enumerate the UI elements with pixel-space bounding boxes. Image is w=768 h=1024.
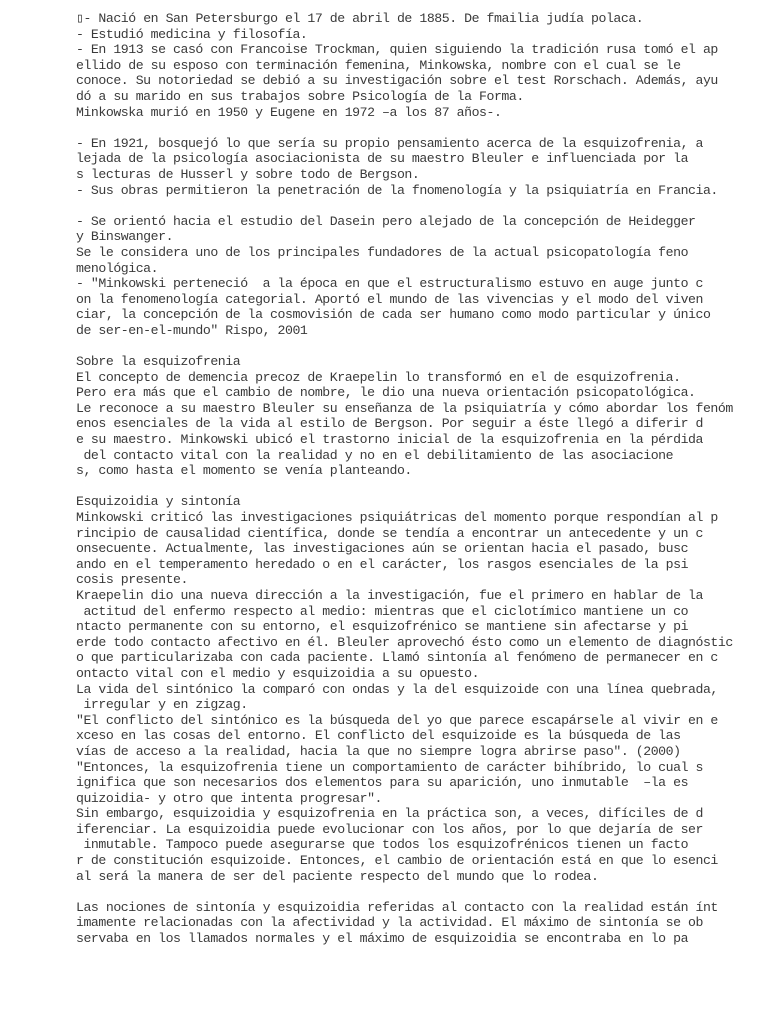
text-line: conoce. Su notoriedad se debió a su investigación sobre el test Rorschach. Además, ayu <box>76 73 718 89</box>
text-line: Sin embargo, esquizoidia y esquizofrenia en la práctica son, a veces, difíciles de d <box>76 806 703 822</box>
text-line: vías de acceso a la realidad, hacia la que no siempre logra abrirse paso". (2000) <box>76 743 681 759</box>
text-line: xceso en las cosas del entorno. El conflicto del esquizoide es la búsqueda de las <box>76 728 681 744</box>
text-line: inmutable. Tampoco puede asegurarse que todos los esquizofrénicos tienen un facto <box>76 837 689 853</box>
text-line: menológica. <box>76 260 159 276</box>
text-line: y Binswanger. <box>76 229 174 245</box>
text-line: s, como hasta el momento se venía planteando. <box>76 463 412 479</box>
text-line: Kraepelin dio una nueva dirección a la investigación, fue el primero en hablar de la <box>76 587 703 603</box>
schizophrenia-section <box>76 354 762 479</box>
text-line: r de constitución esquizoide. Entonces, el cambio de orientación está en que lo esenci <box>76 853 718 869</box>
text-line: "El conflicto del sintónico es la búsqueda del yo que parece escapársele al vivir en e <box>76 712 718 728</box>
text-line: El concepto de demencia precoz de Kraepelin lo transformó en el de esquizofrenia. <box>76 369 681 385</box>
text-line: al será la manera de ser del paciente respecto del mundo que lo rodea. <box>76 868 599 884</box>
text-line: Se le considera uno de los principales fundadores de la actual psicopatología feno <box>76 244 689 260</box>
text-line: - Se orientó hacia el estudio del Dasein pero alejado de la concepción de Heidegger <box>76 213 696 229</box>
text-line: quizoidia- y otro que intenta progresar". <box>76 790 383 806</box>
text-line: e su maestro. Minkowski ubicó el trastorno inicial de la esquizofrenia en la pérdida <box>76 432 703 448</box>
text-line: La vida del sintónico la comparó con ondas y la del esquizoide con una línea quebrada, <box>76 681 718 697</box>
text-line: ontacto vital con el medio y esquizoidia a su opuesto. <box>76 665 480 681</box>
text-line: Pero era más que el cambio de nombre, le dio una nueva orientación psicopatológica. <box>76 385 696 401</box>
syntony-notions-paragraph <box>76 900 762 947</box>
text-line: imamente relacionadas con la afectividad y la actividad. El máximo de sintonía se ob <box>76 915 703 931</box>
text-line: iferenciar. La esquizoidia puede evolucionar con los años, por lo que dejaría de ser <box>76 821 703 837</box>
schizoidia-syntony-section <box>76 494 762 884</box>
text-line: Minkowska murió en 1950 y Eugene en 1972 –a los 87 años-. <box>76 104 502 120</box>
text-line: o que particularizaba con cada paciente. Llamó sintonía al fenómeno de permanecer en c <box>76 650 718 666</box>
text-line: lejada de la psicología asociacionista de su maestro Bleuler e influenciada por la <box>76 151 689 167</box>
text-line: irregular y en zigzag. <box>76 697 248 713</box>
text-line: ▯- Nació en San Petersburgo el 17 de abril de 1885. De fmailia judía polaca. <box>76 11 644 26</box>
text-line: ntacto permanente con su entorno, el esquizofrénico se mantiene sin afectarse y pi <box>76 619 689 635</box>
text-line: - Estudió medicina y filosofía. <box>76 26 308 42</box>
text-line: de ser-en-el-mundo" Rispo, 2001 <box>76 322 308 338</box>
text-line: servaba en los llamados normales y el máximo de esquizoidia se encontraba en lo pa <box>76 931 689 947</box>
text-line: ellido de su esposo con terminación femenina, Minkowska, nombre con el cual se le <box>76 57 681 73</box>
text-line: del contacto vital con la realidad y no en el debilitamiento de las asociacione <box>76 447 674 463</box>
text-line: Esquizoidia y sintonía <box>76 494 241 510</box>
text-line: - Sus obras permitieron la penetración de la fnomenología y la psiquiatría en Francia. <box>76 182 718 198</box>
biography-paragraph <box>76 11 762 120</box>
dasein-paragraph <box>76 214 762 339</box>
text-line: - En 1921, bosquejó lo que sería su propio pensamiento acerca de la esquizofrenia, a <box>76 135 703 151</box>
text-line: on la fenomenología categorial. Aportó el mundo de las vivencias y el modo del viven <box>76 291 703 307</box>
text-line: enos esenciales de la vida al estilo de Bergson. Por seguir a éste llegó a diferir d <box>76 416 703 432</box>
text-line: s lecturas de Husserl y sobre todo de Bergson. <box>76 166 420 182</box>
text-line: - "Minkowski perteneció a la época en que el estructuralismo estuvo en auge junto c <box>76 276 703 292</box>
text-line: dó a su marido en sus trabajos sobre Psicología de la Forma. <box>76 88 524 104</box>
text-line: Le reconoce a su maestro Bleuler su enseñanza de la psiquiatría y cómo abordar los fenóm <box>76 400 733 416</box>
text-line: - En 1913 se casó con Francoise Trockman, quien siguiendo la tradición rusa tomó el ap <box>76 42 718 58</box>
text-line: onsecuente. Actualmente, las investigaciones aún se orientan hacia el pasado, busc <box>76 541 689 557</box>
text-line: Sobre la esquizofrenia <box>76 354 241 370</box>
text-line: erde todo contacto afectivo en él. Bleuler aprovechó ésto como un elemento de diagnóstic <box>76 634 733 650</box>
text-line: Las nociones de sintonía y esquizoidia referidas al contacto con la realidad están ínt <box>76 899 718 915</box>
text-line: ando en el temperamento heredado o en el carácter, los rasgos esenciales de la psi <box>76 556 689 572</box>
text-line: actitud del enfermo respecto al medio: mientras que el ciclotímico mantiene un co <box>76 603 689 619</box>
early-thought-paragraph <box>76 136 762 198</box>
text-line: "Entonces, la esquizofrenia tiene un comportamiento de carácter bihíbrido, lo cual s <box>76 759 703 775</box>
text-line: ciar, la concepción de la cosmovisión de cada ser humano como modo particular y único <box>76 307 711 323</box>
text-line: Minkowski criticó las investigaciones psiquiátricas del momento porque respondían al p <box>76 510 718 525</box>
document-page <box>76 11 762 962</box>
text-line: cosis presente. <box>76 572 188 588</box>
text-line: rincipio de causalidad científica, donde se tendía a encontrar un antecedente y un c <box>76 525 703 541</box>
text-line: ignifica que son necesarios dos elementos para su aparición, uno inmutable –la es <box>76 775 689 791</box>
